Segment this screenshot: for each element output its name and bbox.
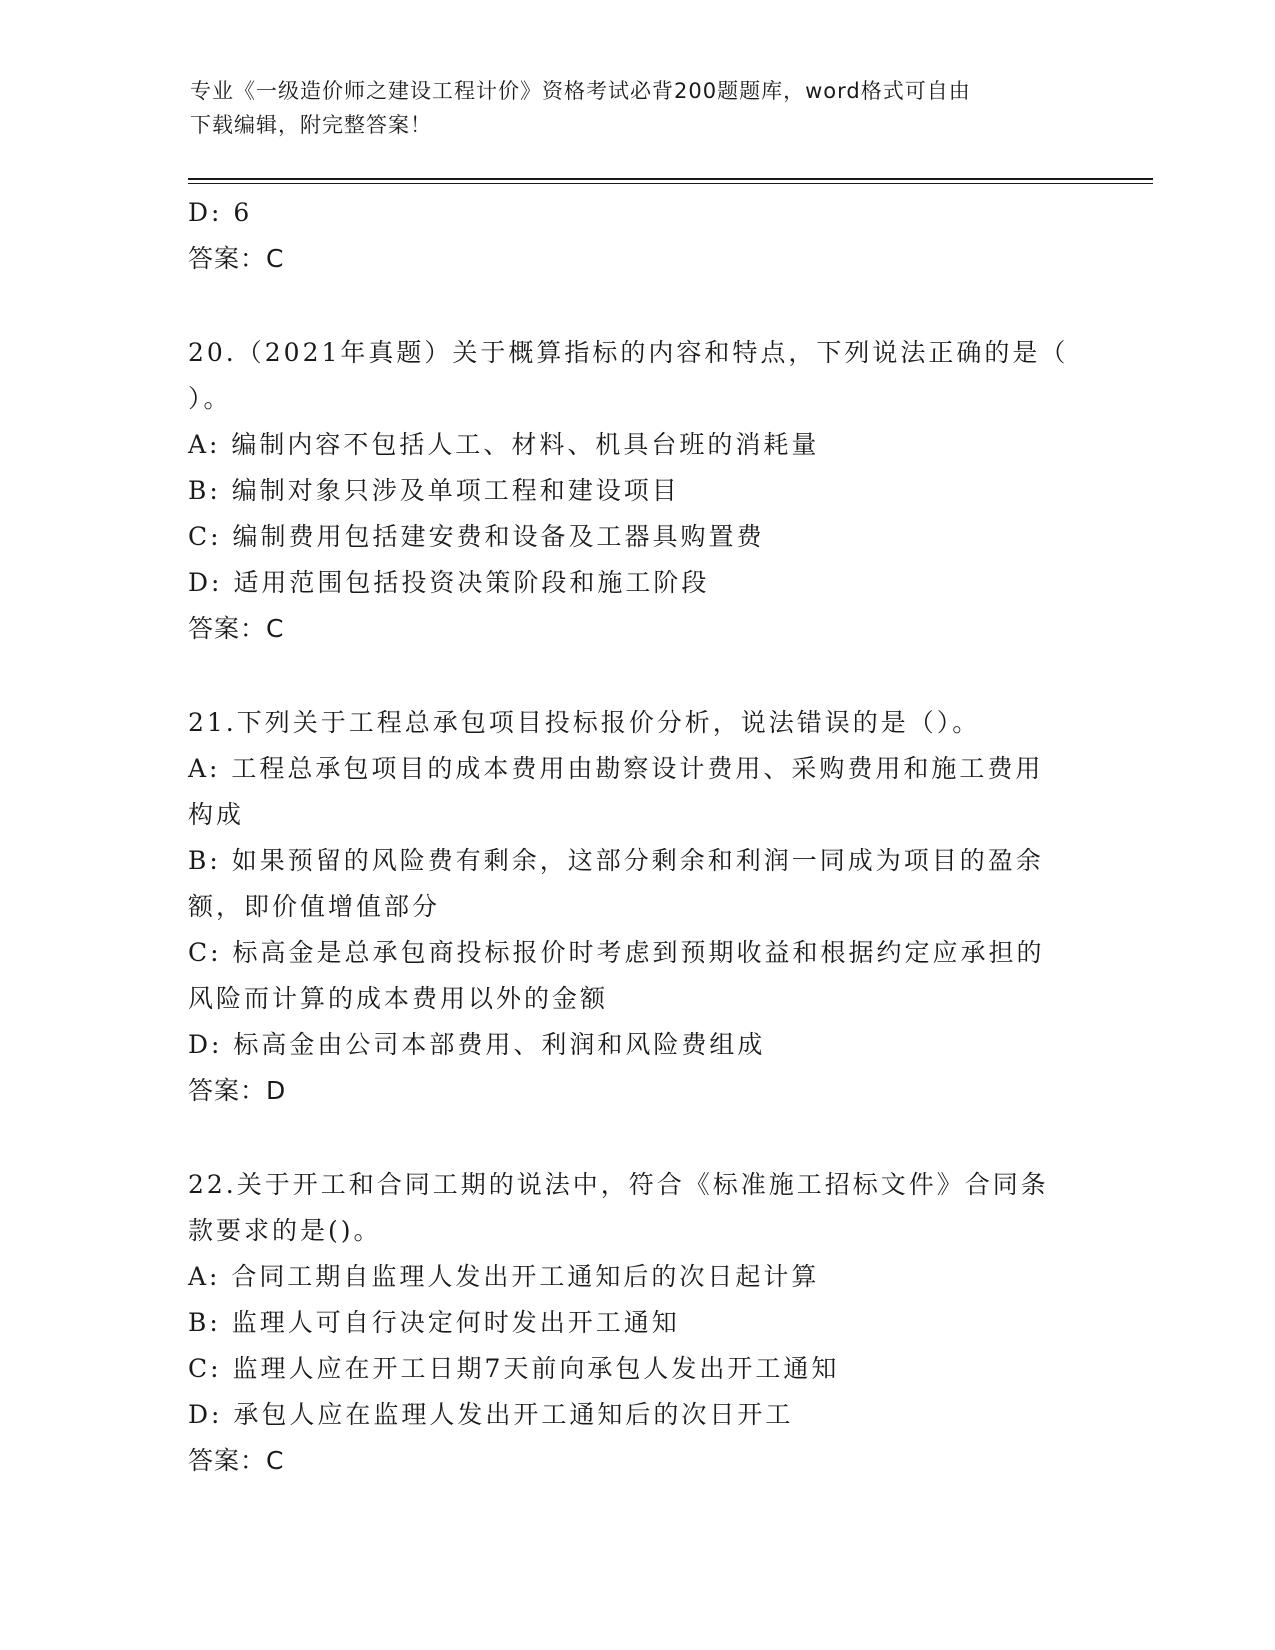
question-block-21 xyxy=(188,700,1088,1114)
option-c: C: 编制费用包括建安费和设备及工器具购置费 xyxy=(188,522,765,551)
option-c: C: 监理人应在开工日期7天前向承包人发出开工通知 xyxy=(188,1354,840,1383)
option-b: B: 编制对象只涉及单项工程和建设项目 xyxy=(188,476,680,505)
option-c-cont: 风险而计算的成本费用以外的金额 xyxy=(188,984,609,1013)
question-stem: 22.关于开工和合同工期的说法中，符合《标准施工招标文件》合同条 xyxy=(188,1170,1049,1199)
header-line-2: 下载编辑，附完整答案！ xyxy=(190,113,432,137)
question-stem-cont: ）。 xyxy=(188,384,232,413)
option-a: A: 编制内容不包括人工、材料、机具台班的消耗量 xyxy=(188,430,820,459)
page-header xyxy=(190,74,1090,142)
option-d: D: 适用范围包括投资决策阶段和施工阶段 xyxy=(188,568,710,597)
question-block-22 xyxy=(188,1162,1088,1484)
option-b-cont: 额，即价值增值部分 xyxy=(188,892,441,921)
option-d: D: 标高金由公司本部费用、利润和风险费组成 xyxy=(188,1030,766,1059)
question-stem: 21.下列关于工程总承包项目投标报价分析，说法错误的是（）。 xyxy=(188,708,981,737)
option-a: A: 工程总承包项目的成本费用由勘察设计费用、采购费用和施工费用 xyxy=(188,754,1044,783)
answer-line: 答案：D xyxy=(188,1076,287,1105)
question-block-19-tail xyxy=(188,190,1088,282)
option-c: C: 标高金是总承包商投标报价时考虑到预期收益和根据约定应承担的 xyxy=(188,938,1045,967)
option-d: D: 承包人应在监理人发出开工通知后的次日开工 xyxy=(188,1400,794,1429)
answer-line: 答案：C xyxy=(188,1446,285,1475)
option-b: B: 监理人可自行决定何时发出开工通知 xyxy=(188,1308,680,1337)
header-line-1: 专业《一级造价师之建设工程计价》资格考试必背200题题库，word格式可自由 xyxy=(190,79,971,103)
option-a-cont: 构成 xyxy=(188,800,245,829)
option-line: D: 6 xyxy=(188,198,253,227)
answer-line: 答案：C xyxy=(188,244,285,273)
option-a: A: 合同工期自监理人发出开工通知后的次日起计算 xyxy=(188,1262,820,1291)
answer-line: 答案：C xyxy=(188,614,285,643)
question-block-20 xyxy=(188,330,1088,652)
header-divider-thick xyxy=(188,178,1153,180)
header-divider-thin xyxy=(188,183,1153,184)
option-b: B: 如果预留的风险费有剩余，这部分剩余和利润一同成为项目的盈余 xyxy=(188,846,1044,875)
question-content xyxy=(188,190,1088,1484)
question-stem-cont: 款要求的是()。 xyxy=(188,1216,382,1245)
question-stem: 20.（2021年真题）关于概算指标的内容和特点，下列说法正确的是（ xyxy=(188,338,1069,367)
